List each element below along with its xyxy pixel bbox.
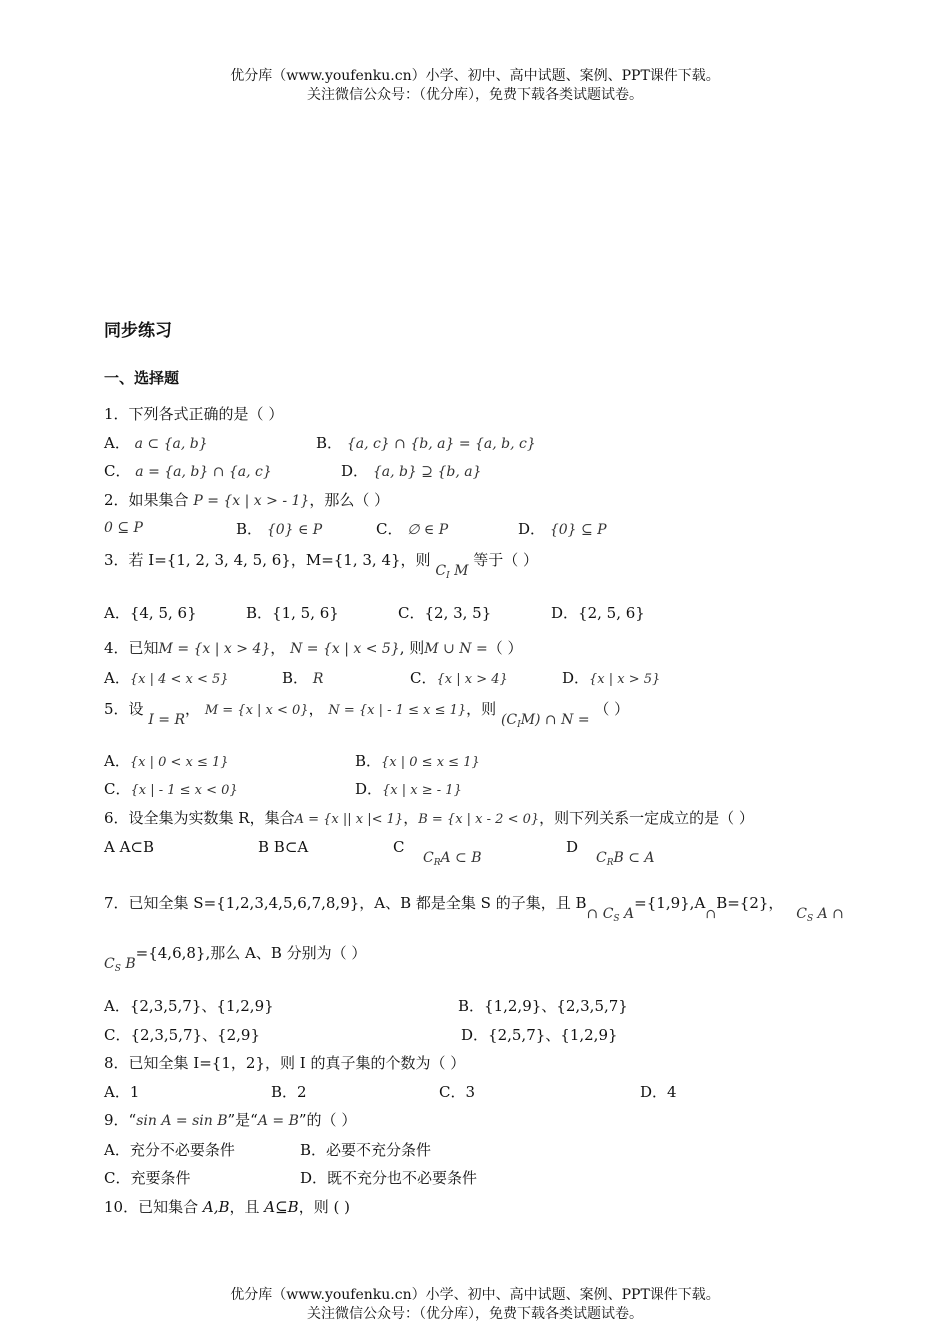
header-line-1: 优分库（www.youfenku.cn）小学、初中、高中试题、案例、PPT课件下载。 — [230, 68, 720, 84]
q5-option-b: B．{x | 0 ≤ x ≤ 1} — [355, 752, 480, 770]
q9-option-d: D．既不充分也不必要条件 — [300, 1169, 478, 1187]
q6-option-b: B B⊂A — [258, 838, 309, 856]
q3-stem: 3．若 I={1, 2, 3, 4, 5, 6}，M={1, 3, 4}，则 $C_I$ M 等于（ ） — [104, 551, 538, 581]
q10-stem: 10．已知集合 A,B，且 A⊆B，则 ( ) — [104, 1198, 350, 1216]
q2-option-b: B． {0} ∈ P — [236, 520, 323, 538]
q8-stem: 8．已知全集 I={1，2}，则 I 的真子集的个数为（ ） — [104, 1054, 466, 1072]
q6-option-c: C $C_RA$ ⊂ B — [393, 838, 482, 868]
q6-option-a: A A⊂B — [104, 838, 155, 856]
q6-option-d: D $C_RB$ ⊂ A — [566, 838, 655, 868]
q3-option-b: B．{1, 5, 6} — [246, 604, 339, 622]
q9-option-c: C．充要条件 — [104, 1169, 191, 1187]
q5-option-c: C．{x | - 1 ≤ x < 0} — [104, 780, 238, 798]
q4-option-a: A．{x | 4 < x < 5} — [104, 669, 229, 687]
q1-option-a: A． a ⊂ {a, b} — [104, 434, 208, 452]
q2-option-a: 0 ⊆ P — [104, 520, 143, 536]
q7-option-a: A．{2,3,5,7}、{1,2,9} — [104, 997, 274, 1015]
q9-option-a: A．充分不必要条件 — [104, 1141, 235, 1159]
header-line-2: 关注微信公众号：（优分库），免费下载各类试题试卷。 — [307, 87, 643, 103]
q8-option-a: A．1 — [104, 1083, 140, 1101]
q3-option-c: C．{2, 3, 5} — [398, 604, 492, 622]
q4-stem: 4．已知M = {x | x > 4}， N = {x | x < 5}, 则M ∪ N =（ ） — [104, 639, 523, 657]
q4-option-c: C．{x | x > 4} — [410, 669, 508, 687]
q2-stem: 2．如果集合 P = {x | x > - 1}，那么（ ） — [104, 491, 390, 509]
q9-stem: 9．“sin A = sin B”是“A = B”的（ ） — [104, 1111, 357, 1129]
q3-option-a: A．{4, 5, 6} — [104, 604, 197, 622]
q5-stem: 5．设 I = R， M = {x | x < 0}， N = {x | - 1 ≤ x ≤ 1}，则 $(C_IM)$ ∩ N = （ ） — [104, 700, 630, 730]
q2-option-d: D． {0} ⊆ P — [518, 520, 607, 538]
q4-option-d: D．{x | x > 5} — [562, 669, 661, 687]
q1-stem: 1．下列各式正确的是（ ） — [104, 405, 284, 423]
q6-stem: 6．设全集为实数集 R，集合A = {x || x |< 1}，B = {x | x - 2 < 0}，则下列关系一定成立的是（ ） — [104, 809, 754, 827]
q1-option-b: B． {a, c} ∩ {b, a} = {a, b, c} — [316, 434, 536, 452]
q1-option-d: D． {a, b} ⊇ {b, a} — [341, 462, 482, 480]
q5-option-d: D．{x | x ≥ - 1} — [355, 780, 462, 798]
page-title: 同步练习 — [104, 321, 172, 341]
q8-option-c: C．3 — [439, 1083, 476, 1101]
q8-option-b: B．2 — [271, 1083, 307, 1101]
q5-option-a: A．{x | 0 < x ≤ 1} — [104, 752, 229, 770]
q8-option-d: D．4 — [640, 1083, 677, 1101]
q7-stem: 7．已知全集 S={1,2,3,4,5,6,7,8,9}，A、B 都是全集 S 的子集，且 B∩ $C_S$ A={1,9},A∩B={2}， $C_S$ A ∩ — [104, 894, 844, 924]
q1-option-c: C． a = {a, b} ∩ {a, c} — [104, 462, 272, 480]
footer-line-1: 优分库（www.youfenku.cn）小学、初中、高中试题、案例、PPT课件下载。 — [230, 1287, 720, 1303]
q7-option-b: B．{1,2,9}、{2,3,5,7} — [458, 997, 628, 1015]
section-heading: 一、选择题 — [104, 369, 180, 387]
q7-option-c: C．{2,3,5,7}、{2,9} — [104, 1026, 260, 1044]
q7-option-d: D．{2,5,7}、{1,2,9} — [461, 1026, 618, 1044]
q9-option-b: B．必要不充分条件 — [300, 1141, 432, 1159]
footer-line-2: 关注微信公众号：（优分库），免费下载各类试题试卷。 — [307, 1306, 643, 1322]
q4-option-b: B． R — [282, 669, 324, 687]
q3-option-d: D．{2, 5, 6} — [551, 604, 645, 622]
q7-stem-line2: $C_S$ B={4,6,8},那么 A、B 分别为（ ） — [104, 944, 367, 974]
q2-option-c: C． ∅ ∈ P — [376, 520, 449, 538]
